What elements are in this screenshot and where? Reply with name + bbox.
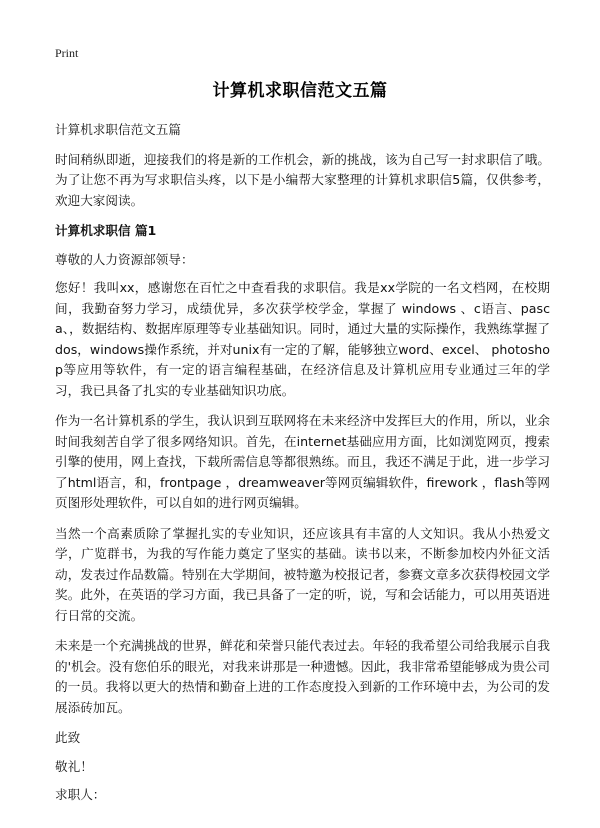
document-subtitle: 计算机求职信范文五篇 — [55, 122, 181, 137]
signature-label: 求职人： — [55, 787, 106, 802]
salutation: 尊敬的人力资源部领导： — [55, 251, 194, 267]
body-paragraph-3: 当然一个高素质除了掌握扎实的专业知识，还应该具有丰富的人文知识。我从小热爱文学，广览群书，为我的写作能力奠定了坚实的基础。读书以来，不断参加校内外征文活动，发表过作品数篇。特别在大学期间，被特邀为校报记者，参赛文章多次获得校园文学奖。此外，在英语的学习方面，我已具备了一定的听，说，写和会话能力，可以用英语进行日常的交流。 — [55, 525, 550, 623]
section-heading: 计算机求职信 篇1 — [55, 223, 157, 238]
body-paragraph-1: 您好！我叫xx，感谢您在百忙之中查看我的求职信。我是xx学院的一名文档网，在校期间，我勤奋努力学习，成绩优异，多次获学校学金，掌握了 windows 、c语言、pasca、，数据结构、数据库原理等专业基础知识。同时，通过大量的实际操作，我熟练掌握了dos，windows操作系统，并对unix有一定的了解，能够独立word、excel、 photoshop等应用等软件，有一定的语言编程基础，在经济信息及计算机应用专业通过三年的学习，我已具备了扎实的专业基础知识功底。 — [55, 280, 550, 398]
print-label: Print — [55, 46, 79, 60]
intro-paragraph: 时间稍纵即逝，迎接我们的将是新的工作机会，新的挑战，该为自己写一封求职信了哦。为了让您不再为写求职信头疼，以下是小编帮大家整理的计算机求职信5篇，仅供参考，欢迎大家阅读。 — [55, 151, 550, 208]
closing-line-2: 敬礼！ — [55, 758, 93, 774]
body-paragraph-2: 作为一名计算机系的学生，我认识到互联网将在未来经济中发挥巨大的作用，所以，业余时间我刻苦自学了很多网络知识。首先，在internet基础应用方面，比如浏览网页，搜索引擎的使用，网上查找，下载所需信息等都很熟练。而且，我还不满足于此，进一步学习了html语言，和，frontpage ，dreamweaver等网页编辑软件，firework ，flash等网页图形处理软件，可以自如的进行网页编辑。 — [55, 413, 550, 510]
body-paragraph-4: 未来是一个充满挑战的世界，鲜花和荣誉只能代表过去。年轻的我希望公司给我展示自我的'机会。没有您伯乐的眼光，对我来讲那是一种遗憾。因此，我非常希望能够成为贵公司的一员。我将以更大的热情和勤奋上进的工作态度投入到新的工作环境中去，为公司的发展添砖加瓦。 — [55, 638, 550, 715]
document-title: 计算机求职信范文五篇 — [212, 81, 388, 101]
document-body — [55, 120, 550, 814]
closing-line-1: 此致 — [55, 730, 81, 745]
